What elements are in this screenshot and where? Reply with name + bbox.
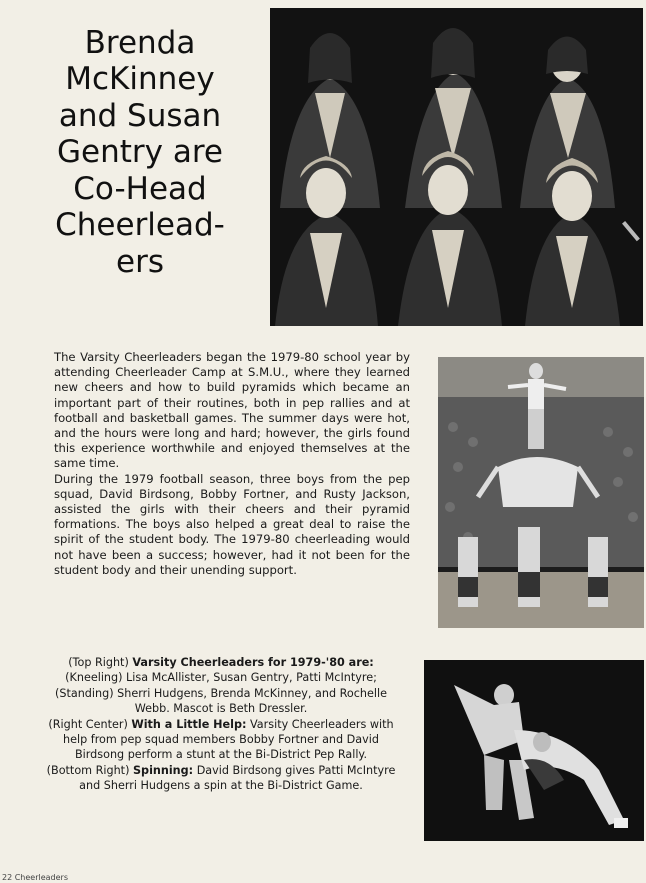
article-paragraph: The Varsity Cheerleaders began the 1979-80 school year by attending Cheerleader Camp at S.M.U., where they learned new cheers and how to build pyramids which became an important part of their routines, both in pep rallies and at football and basketball games. The summer days were hot, and the hours were long and hard; however, the girls found this experience worthwhile and enjoyed themselves at the same time. — [54, 350, 410, 471]
caption-top-right — [44, 655, 398, 717]
spinning-photo-image — [424, 660, 644, 841]
headline — [40, 25, 240, 281]
caption-title: Varsity Cheerleaders for 1979-'80 are: — [132, 656, 374, 669]
caption-position: (Top Right) — [68, 656, 129, 669]
cheerleader-group-photo — [270, 8, 643, 326]
photo-captions — [44, 655, 398, 794]
group-photo-image — [270, 8, 643, 326]
caption-title: With a Little Help: — [131, 717, 247, 731]
caption-position: (Bottom Right) — [46, 763, 130, 777]
headline-line: Cheerlead- — [55, 207, 225, 244]
caption-right-center — [44, 717, 398, 763]
caption-text: David Birdsong gives Patti McIntyre and Sherri Hudgens a spin at the Bi-District Game. — [79, 763, 396, 793]
page-folio: 22 Cheerleaders — [2, 873, 69, 882]
caption-text: (Kneeling) Lisa McAllister, Susan Gentry, Patti McIntyre; (Standing) Sherri Hudgens, Brenda McKinney, and Rochelle Webb. Mascot is Beth Dressler. — [55, 671, 387, 716]
stunt-photo-image — [438, 357, 644, 628]
headline-line: and Susan — [58, 97, 222, 134]
headline-line: McKinney — [65, 61, 215, 98]
headline-line: Co-Head — [73, 170, 207, 207]
headline-line: ers — [116, 243, 164, 280]
spinning-photo — [424, 660, 644, 841]
article-body — [54, 350, 410, 578]
caption-position: (Right Center) — [48, 717, 128, 731]
headline-line: Gentry are — [57, 134, 223, 171]
caption-text: Varsity Cheerleaders with help from pep squad members Bobby Fortner and David Birdsong perform a stunt at the Bi-District Pep Rally. — [63, 717, 394, 762]
article-paragraph: During the 1979 football season, three boys from the pep squad, David Birdsong, Bobby Fortner, and Rusty Jackson, assisted the girls with their cheers and their pyramid formations. The boys also helped a great deal to raise the spirit of the student body. The 1979-80 cheerleading would not have been a success; however, had it not been for the student body and their unending support. — [54, 471, 410, 577]
pyramid-stunt-photo — [438, 357, 644, 628]
caption-title: Spinning: — [133, 763, 194, 777]
caption-bottom-right — [44, 763, 398, 794]
headline-line: Brenda — [84, 24, 196, 61]
